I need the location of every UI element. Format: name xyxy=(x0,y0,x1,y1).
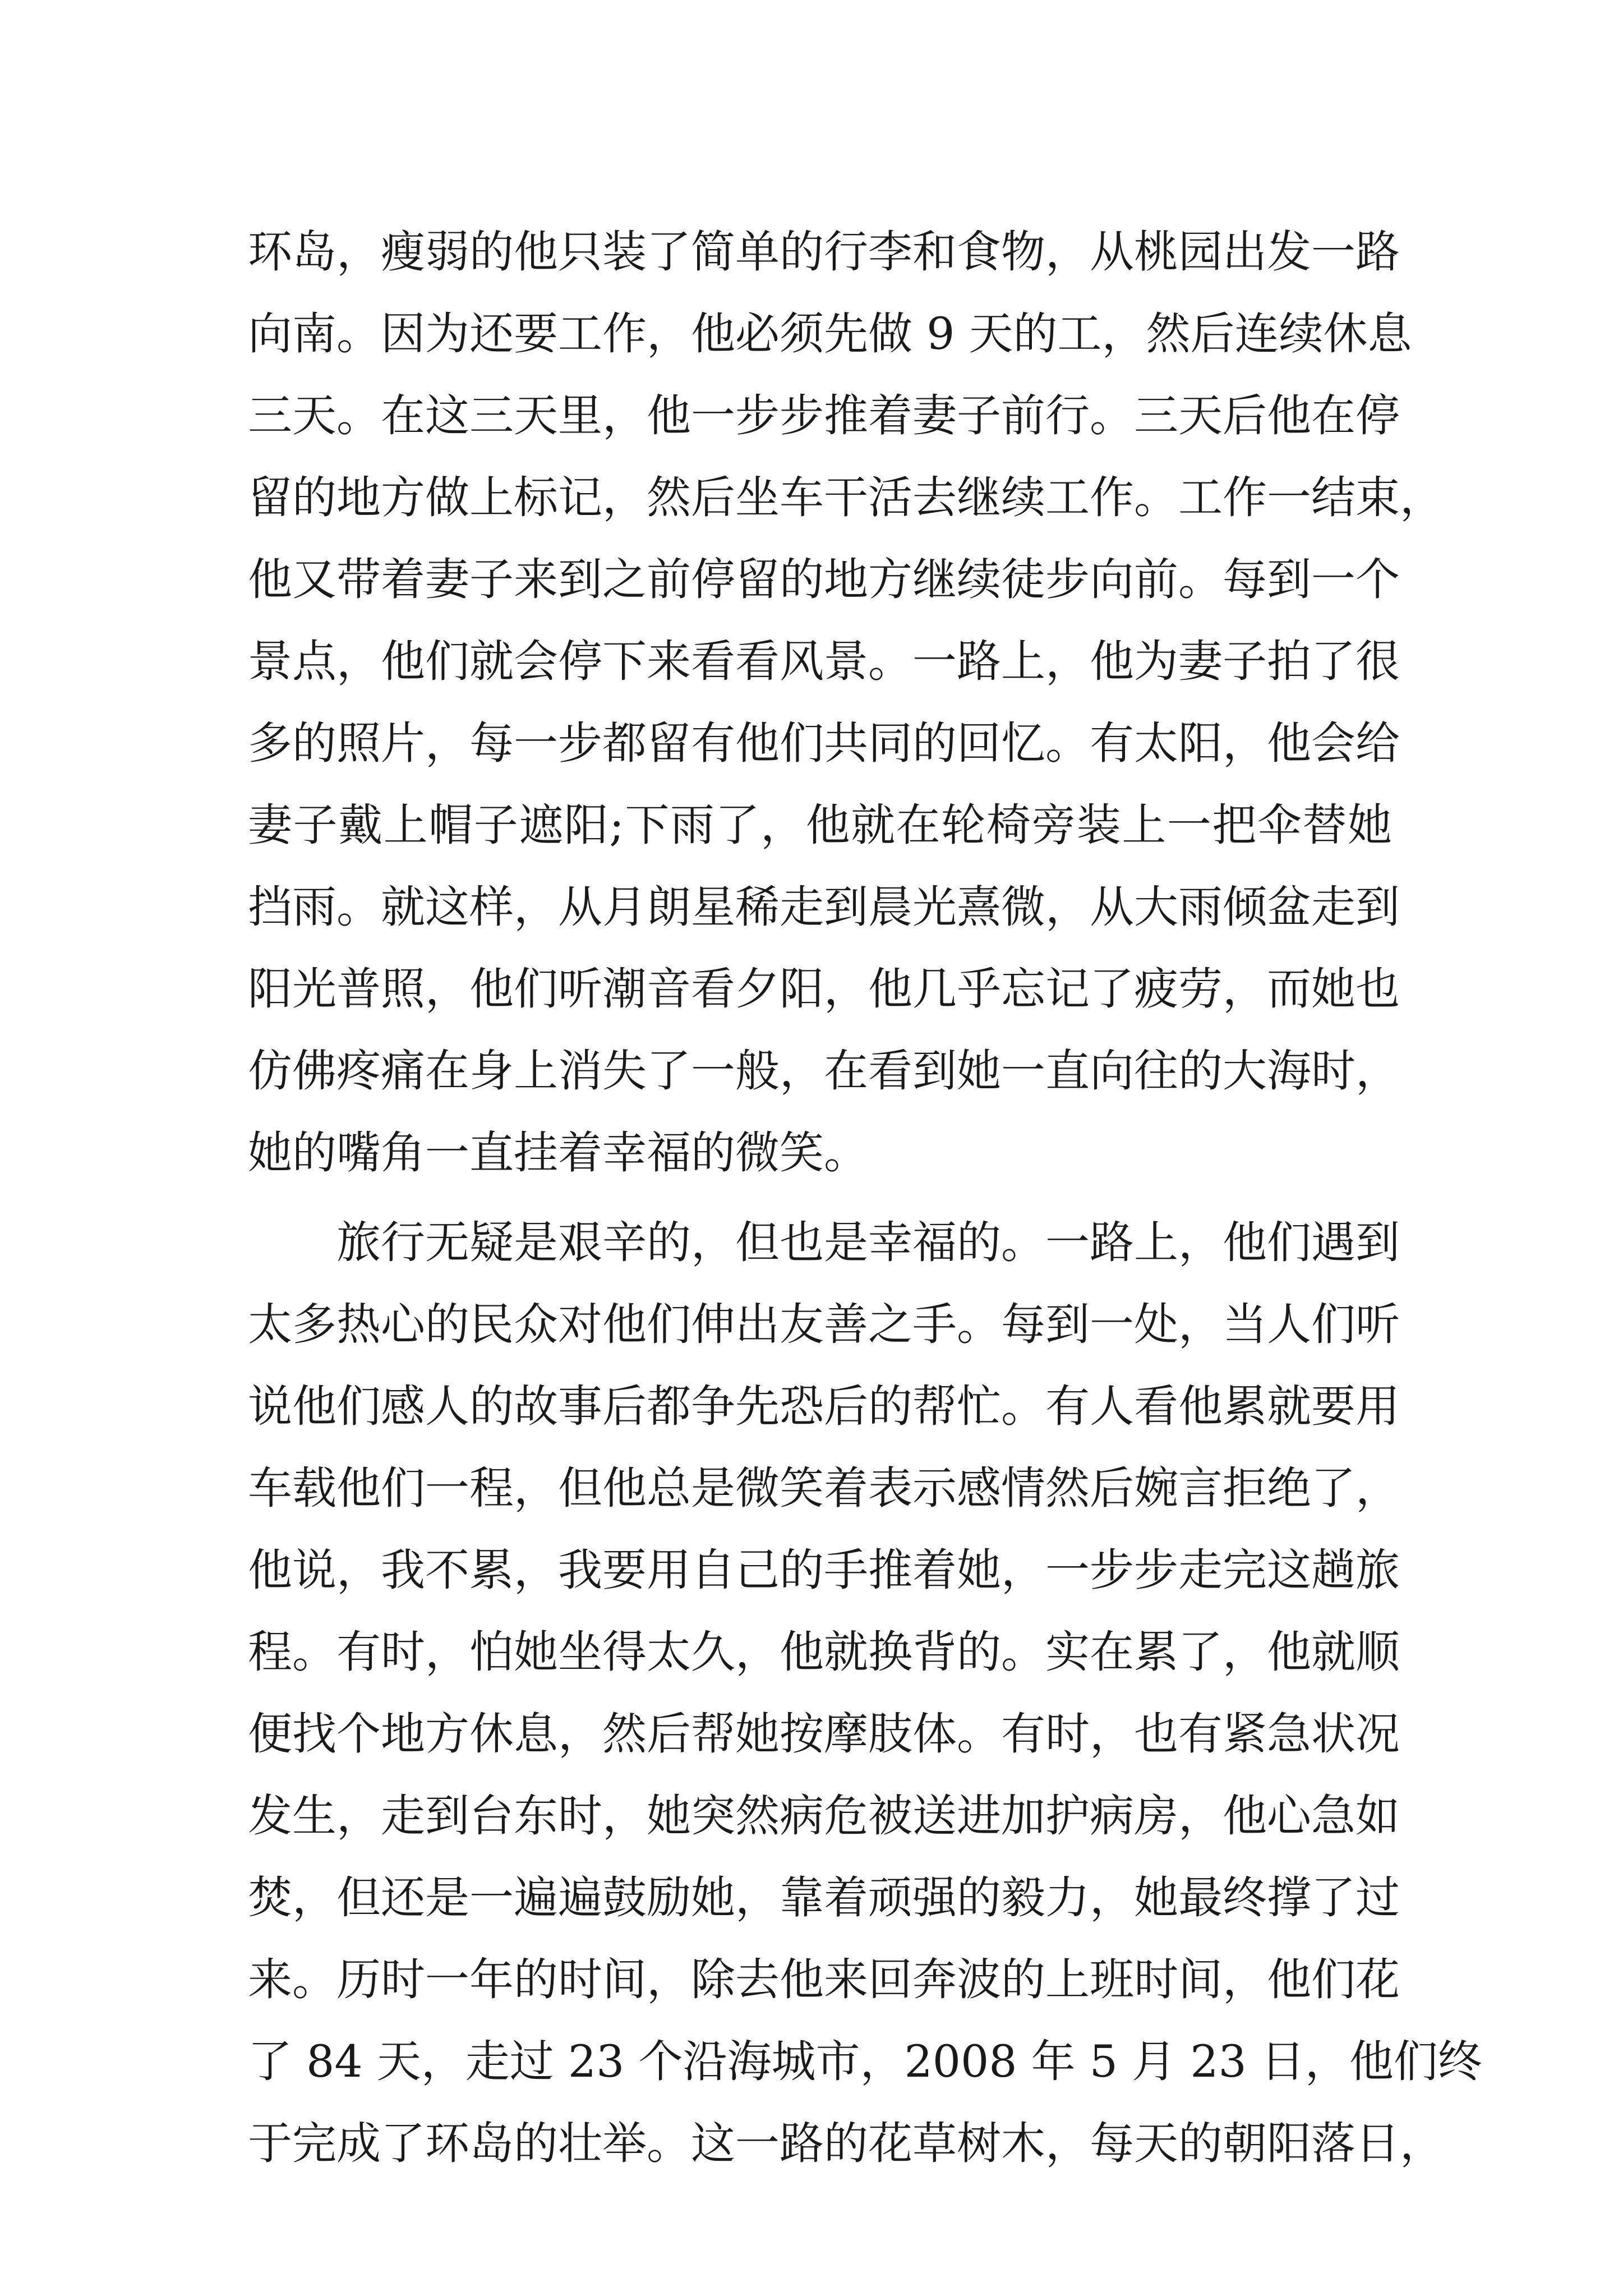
text-line: 他又带着妻子来到之前停留的地方继续徒步向前。每到一个 xyxy=(248,554,1400,605)
text-line: 来。历时一年的时间，除去他来回奔波的上班时间，他们花 xyxy=(248,1954,1400,2005)
text-line: 程。有时，怕她坐得太久，他就换背的。实在累了，他就顺 xyxy=(248,1626,1400,1678)
text-line: 景点，他们就会停下来看看风景。一路上，他为妻子拍了很 xyxy=(248,636,1400,687)
text-line: 向南。因为还要工作，他必须先做 9 天的工，然后连续休息 xyxy=(248,308,1412,360)
paragraph-2 xyxy=(248,1202,1482,2184)
paragraph-gap xyxy=(248,1194,1392,1202)
text-line: 多的照片，每一步都留有他们共同的回忆。有太阳，他会给 xyxy=(248,717,1400,769)
text-line: 了 84 天，走过 23 个沿海城市，2008 年 5 月 23 日，他们终 xyxy=(248,2036,1482,2087)
text-line: 便找个地方休息，然后帮她按摩肢体。有时，也有紧急状况 xyxy=(248,1708,1400,1760)
text-line: 于完成了环岛的壮举。这一路的花草树木，每天的朝阳落日， xyxy=(248,2118,1444,2169)
text-line: 太多热心的民众对他们伸出友善之手。每到一处，当人们听 xyxy=(248,1299,1400,1350)
text-line: 妻子戴上帽子遮阳;下雨了，他就在轮椅旁装上一把伞替她 xyxy=(248,799,1392,851)
text-line: 三天。在这三天里，他一步步推着妻子前行。三天后他在停 xyxy=(248,390,1400,441)
text-line: 说他们感人的故事后都争先恐后的帮忙。有人看他累就要用 xyxy=(248,1381,1400,1432)
body-text xyxy=(248,211,1482,2184)
text-line: 车载他们一程，但他总是微笑着表示感情然后婉言拒绝了， xyxy=(248,1462,1400,1514)
text-line: 发生，走到台东时，她突然病危被送进加护病房，他心急如 xyxy=(248,1790,1400,1842)
text-line: 她的嘴角一直挂着幸福的微笑。 xyxy=(248,1127,868,1179)
text-line: 阳光普照，他们听潮音看夕阳，他几乎忘记了疲劳，而她也 xyxy=(248,963,1400,1015)
text-line: 他说，我不累，我要用自己的手推着她，一步步走完这趟旅 xyxy=(248,1544,1400,1596)
text-line: 留的地方做上标记，然后坐车干活去继续工作。工作一结束， xyxy=(248,472,1444,523)
text-line: 焚，但还是一遍遍鼓励她，靠着顽强的毅力，她最终撑了过 xyxy=(248,1872,1400,1924)
paragraph-1 xyxy=(248,211,1444,1194)
text-line: 旅行无疑是艰辛的，但也是幸福的。一路上，他们遇到 xyxy=(336,1217,1400,1268)
text-line: 环岛，瘦弱的他只装了简单的行李和食物，从桃园出发一路 xyxy=(248,226,1400,278)
text-line: 挡雨。就这样，从月朗星稀走到晨光熹微，从大雨倾盆走到 xyxy=(248,881,1400,933)
text-line: 仿佛疼痛在身上消失了一般，在看到她一直向往的大海时， xyxy=(248,1045,1400,1097)
